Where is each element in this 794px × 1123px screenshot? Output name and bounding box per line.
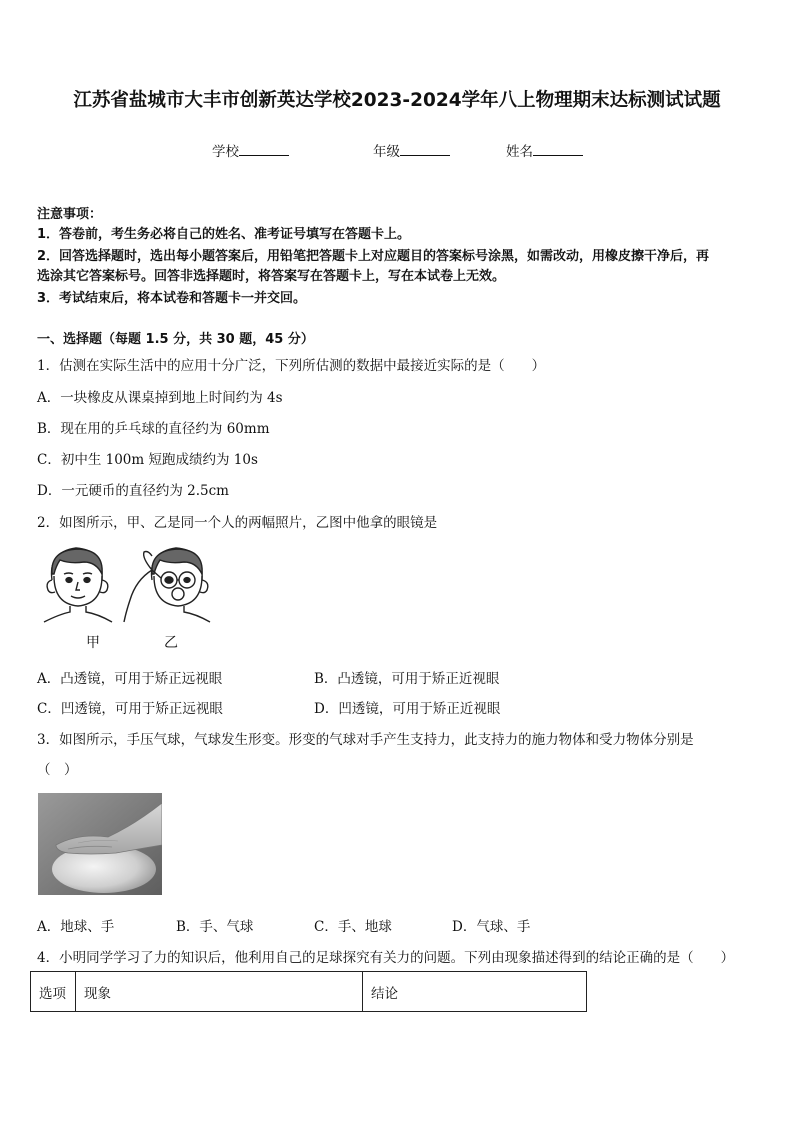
question-1-option-a: A．一块橡皮从课桌掉到地上时间约为 4s — [37, 390, 283, 406]
notice-item: 3．考试结束后，将本试卷和答题卡一并交回。 — [37, 291, 307, 306]
question-2-option-d: D．凹透镜，可用于矫正近视眼 — [314, 701, 501, 717]
section-heading: 一、选择题（每题 1.5 分，共 30 题，45 分） — [37, 332, 314, 347]
question-4-stem: 4．小明同学学习了力的知识后，他利用自己的足球探究有关力的问题。下列由现象描述得到的结论正确的是（ ） — [37, 950, 735, 966]
question-3-option-a: A．地球、手 — [37, 919, 115, 935]
grade-field — [373, 140, 450, 160]
question-2-option-a: A．凸透镜，可用于矫正远视眼 — [37, 671, 223, 687]
school-field — [212, 140, 289, 160]
notice-item: 2．回答选择题时，选出每小题答案后，用铅笔把答题卡上对应题目的答案标号涂黑，如需改动，用橡皮擦干净后，再 — [37, 249, 710, 264]
table-header-phenomenon: 现象 — [76, 972, 363, 1012]
figure-label-yi: 乙 — [164, 635, 178, 651]
name-field — [506, 140, 583, 160]
question-3-option-b: B．手、气球 — [176, 919, 254, 935]
question-3-option-c: C．手、地球 — [314, 919, 392, 935]
name-blank[interactable] — [533, 141, 583, 156]
table-header-conclusion: 结论 — [363, 972, 587, 1012]
notice-item: 选涂其它答案标号。回答非选择题时，将答案写在答题卡上，写在本试卷上无效。 — [37, 269, 506, 284]
table-row — [31, 972, 587, 1012]
face-figure-jia — [40, 540, 116, 626]
hand-balloon-photo — [38, 793, 162, 895]
grade-blank[interactable] — [400, 141, 450, 156]
question-1-option-c: C．初中生 100m 短跑成绩约为 10s — [37, 452, 258, 468]
question-4-table — [30, 971, 587, 1012]
question-3-stem: 3．如图所示，手压气球，气球发生形变。形变的气球对手产生支持力，此支持力的施力物体和受力物体分别是 — [37, 732, 694, 748]
face-figure-yi — [122, 540, 214, 626]
question-2-stem: 2．如图所示，甲、乙是同一个人的两幅照片，乙图中他拿的眼镜是 — [37, 515, 438, 531]
notice-heading: 注意事项： — [37, 207, 103, 222]
figure-label-jia: 甲 — [86, 635, 100, 651]
school-label: 学校 — [212, 144, 239, 160]
page-title: 江苏省盐城市大丰市创新英达学校2023-2024学年八上物理期末达标测试试题 — [73, 90, 721, 111]
grade-label: 年级 — [373, 144, 400, 160]
question-2-option-b: B．凸透镜，可用于矫正近视眼 — [314, 671, 500, 687]
notice-item: 1．答卷前，考生务必将自己的姓名、准考证号填写在答题卡上。 — [37, 227, 411, 242]
question-2-option-c: C．凹透镜，可用于矫正远视眼 — [37, 701, 223, 717]
question-3-option-d: D．气球、手 — [452, 919, 531, 935]
question-1-option-d: D．一元硬币的直径约为 2.5cm — [37, 483, 229, 499]
name-label: 姓名 — [506, 144, 533, 160]
school-blank[interactable] — [239, 141, 289, 156]
question-3-bracket: （ ） — [37, 762, 78, 778]
question-1-option-b: B．现在用的乒乓球的直径约为 60mm — [37, 421, 270, 437]
question-1-stem: 1．估测在实际生活中的应用十分广泛，下列所估测的数据中最接近实际的是（ ） — [37, 358, 546, 374]
table-header-option: 选项 — [31, 972, 76, 1012]
